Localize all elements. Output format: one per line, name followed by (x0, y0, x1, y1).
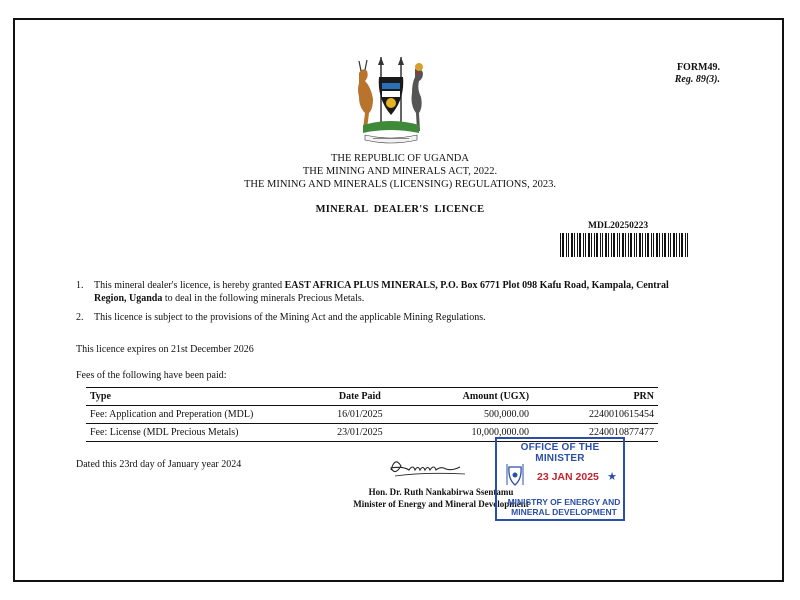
licensee-name: EAST AFRICA PLUS MINERALS, P.O. Box 6771 Plot 098 Kafu Road, Kampala, Central Region, Uganda (94, 280, 669, 304)
uganda-coat-of-arms-icon (504, 463, 526, 489)
barcode-icon (560, 233, 690, 257)
barcode-bar (591, 233, 592, 257)
barcode-bar (679, 233, 680, 257)
barcode-bar (653, 233, 654, 257)
stamp-date: 23 JAN 2025 (537, 471, 599, 483)
clause-1-number: 1. (76, 280, 84, 291)
fee-amount: 500,000.00 (406, 406, 533, 424)
barcode-bar (602, 233, 603, 257)
licence-code: MDL20250223 (588, 221, 649, 231)
signatory-name: Hon. Dr. Ruth Nankabirwa Ssentamu (368, 487, 514, 497)
fee-type: Fee: License (MDL Precious Metals) (86, 424, 314, 442)
uganda-coat-of-arms-icon (345, 55, 437, 147)
stamp-ministry-line1: MINISTRY OF ENERGY AND (507, 497, 621, 507)
fee-prn: 2240010615454 (533, 406, 658, 424)
barcode-bar (676, 233, 677, 257)
document-heading (0, 152, 800, 191)
barcode-bar (651, 233, 652, 257)
col-type: Type (86, 388, 314, 406)
col-prn: PRN (533, 388, 658, 406)
signature-icon (385, 452, 480, 482)
star-icon: ★ (607, 471, 617, 483)
barcode-bar (656, 233, 658, 257)
barcode-bar (681, 233, 683, 257)
barcode-bar (588, 233, 590, 257)
barcode-bar (571, 233, 573, 257)
official-stamp (495, 437, 625, 521)
table-row (86, 406, 658, 424)
col-date: Date Paid (314, 388, 406, 406)
barcode-bar (687, 233, 688, 257)
barcode-bar (583, 233, 584, 257)
barcode-bar (568, 233, 569, 257)
stamp-ministry (507, 497, 621, 517)
clause-1 (76, 280, 676, 305)
barcode-bar (673, 233, 675, 257)
fee-amount: 10,000,000.00 (406, 424, 533, 442)
barcode-bar (579, 233, 581, 257)
barcode-bar (577, 233, 578, 257)
barcode-bar (619, 233, 620, 257)
heading-regulations: THE MINING AND MINERALS (LICENSING) REGULATIONS, 2023. (243, 179, 557, 190)
barcode-bar (622, 233, 624, 257)
licence-title: MINERAL DEALER'S LICENCE (315, 204, 485, 215)
form-reference (675, 62, 720, 86)
barcode-bar (625, 233, 626, 257)
heading-republic: THE REPUBLIC OF UGANDA (331, 153, 469, 164)
form-number: FORM49. (676, 62, 720, 73)
barcode-bar (600, 233, 601, 257)
barcode-bar (647, 233, 649, 257)
barcode-bar (594, 233, 595, 257)
heading-act: THE MINING AND MINERALS ACT, 2022. (302, 166, 498, 177)
signatory-title: Minister of Energy and Mineral Development (353, 499, 529, 509)
regulation-reference: Reg. 89(3). (674, 74, 720, 85)
barcode-bar (596, 233, 598, 257)
barcode-bar (560, 233, 561, 257)
barcode-bar (636, 233, 637, 257)
barcode-bar (562, 233, 564, 257)
fees-intro: Fees of the following have been paid: (76, 370, 227, 381)
barcode-bar (670, 233, 671, 257)
clause-1-text (94, 280, 676, 305)
fee-type: Fee: Application and Preperation (MDL) (86, 406, 314, 424)
barcode-bar (668, 233, 669, 257)
stamp-ministry-line2: MINERAL DEVELOPMENT (511, 507, 617, 517)
fee-date: 16/01/2025 (314, 406, 406, 424)
barcode-bar (608, 233, 609, 257)
barcode-bar (634, 233, 635, 257)
clause-2 (76, 312, 676, 325)
barcode-bar (613, 233, 615, 257)
fees-table (86, 387, 658, 442)
barcode-bar (659, 233, 660, 257)
clause-2-number: 2. (76, 312, 84, 323)
barcode-bar (611, 233, 612, 257)
col-amount: Amount (UGX) (406, 388, 533, 406)
barcode-bar (630, 233, 632, 257)
fees-header-row (86, 388, 658, 406)
clause-1-pre: This mineral dealer's licence, is hereby granted (94, 280, 285, 291)
clause-1-post: to deal in the following minerals Precious Metals. (162, 292, 365, 304)
dated-line: Dated this 23rd day of January year 2024 (76, 459, 242, 470)
barcode-bar (628, 233, 629, 257)
clause-2-text: This licence is subject to the provisions of the Mining Act and the applicable Mining Regulations. (94, 312, 486, 323)
barcode-bar (605, 233, 607, 257)
barcode-bar (639, 233, 641, 257)
barcode-bar (566, 233, 567, 257)
stamp-office: OFFICE OF THE MINISTER (520, 442, 600, 464)
barcode-bar (662, 233, 663, 257)
expiry-text: This licence expires on 21st December 2026 (76, 344, 254, 355)
barcode-bar (685, 233, 686, 257)
barcode-bar (664, 233, 666, 257)
barcode-bar (642, 233, 643, 257)
barcode-bar (645, 233, 646, 257)
fee-date: 23/01/2025 (314, 424, 406, 442)
barcode-bar (617, 233, 618, 257)
fee-prn: 2240010877477 (533, 424, 658, 442)
barcode-bar (585, 233, 586, 257)
barcode-bar (574, 233, 575, 257)
